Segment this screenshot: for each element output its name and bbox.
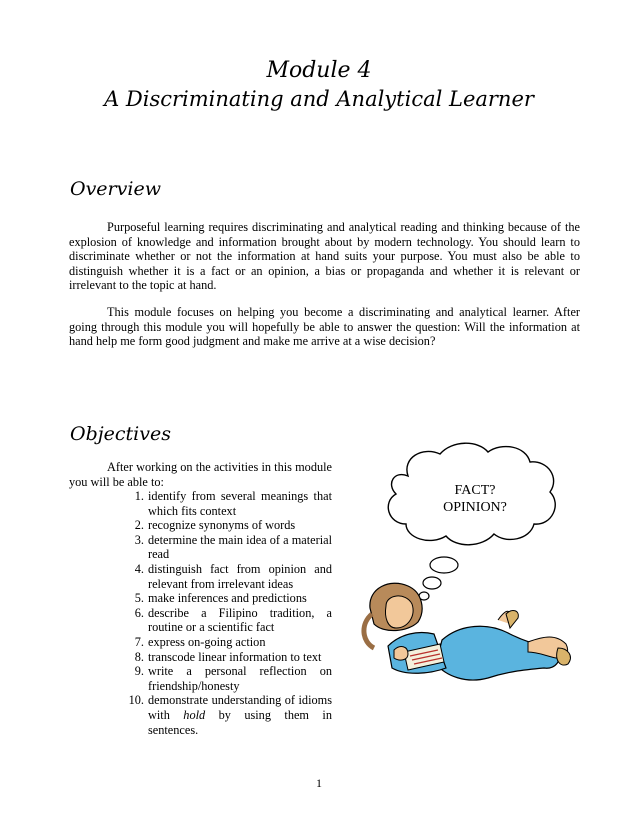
objectives-intro: After working on the activities in this module you will be able to: [69,460,332,489]
item-text: express on-going action [148,634,266,649]
bubble-line-opinion: OPINION? [443,500,507,515]
thought-dot-icon [423,577,441,589]
item-text [148,693,332,737]
list-item [120,664,332,693]
item-text-before: demonstrate understanding of idioms with [148,693,332,722]
bubble-line-fact: FACT? [454,483,496,498]
item-number: 7. [134,634,144,649]
overview-heading: Overview [70,178,161,200]
thought-dot-icon [430,557,458,573]
list-item [120,518,332,533]
module-number-title: Module 4 [266,58,372,83]
item-text: make inferences and predictions [148,591,307,606]
module-title: A Discriminating and Analytical Learner [104,87,534,111]
item-number: 3. [134,532,144,547]
item-number: 6. [134,605,144,620]
item-number: 9. [134,664,144,679]
overview-paragraph-2: This module focuses on helping you become a discriminating and analytical learner. After going through this module you will hopefully be able to answer the question: Will the information at hand help me form good judgment and make me arrive at a wise decision? [69,305,580,349]
item-text: identify from several meanings that which fits context [148,489,332,518]
list-item [120,489,332,518]
page-number: 1 [316,776,322,790]
thought-bubble-text [400,482,550,516]
item-number: 5. [134,591,144,606]
item-number: 4. [134,561,144,576]
objectives-list [120,489,332,737]
reading-girl-illustration [360,438,580,690]
item-emphasis: hold [183,707,206,722]
list-item [120,606,332,635]
list-item [120,650,332,665]
overview-paragraph-1: Purposeful learning requires discriminating and analytical reading and thinking because of the explosion of knowledge and information brought about by modern technology. You should learn to discriminate whether or not the information at hand suits your purpose. You must also be able to distinguish whether it is a fact or an opinion, a bias or propaganda and whether it is relevant or irrelevant to the topic at hand. [69,220,580,293]
item-number: 2. [134,518,144,533]
item-number: 10. [128,693,144,708]
item-text: distinguish fact from opinion and relevant from irrelevant ideas [148,561,332,591]
list-item [120,562,332,591]
item-number: 8. [134,649,144,664]
item-text: determine the main idea of a material read [148,532,332,562]
objectives-heading: Objectives [70,423,171,445]
item-number: 1. [134,489,144,503]
list-item [120,635,332,650]
item-text: transcode linear information to text [148,649,322,664]
item-text: describe a Filipino tradition, a routine or a scientific fact [148,605,332,635]
item-text: write a personal reflection on friendship/honesty [148,664,332,693]
list-item [120,591,332,606]
item-text-after: by using them in sentences. [148,707,332,737]
list-item [120,533,332,562]
item-text: recognize synonyms of words [148,518,296,533]
girl-icon [364,583,570,680]
list-item [120,693,332,737]
